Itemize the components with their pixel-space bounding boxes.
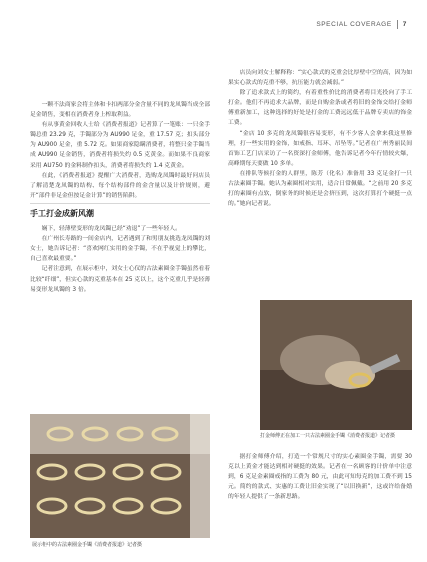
paragraph: “金店 10 多克的龙凤镯很容易变形，有不少客人会拿来我这里修理，打一些实用的金饰，如戒指、耳环、吊坠等。”记者在广州秀丽民间首饰工艺门店采访了一名资深打金师傅，他告诉记者今年行情较火爆，高峰期每天要做 10 多单。 [228, 130, 412, 167]
paragraph: 一颗不法商家会将主体和卡扣两部分金含量不同的龙凤镯当成全部足金销售，变相在消费者身上榨取利益。 [30, 102, 210, 119]
paragraph: 据打金师傅介绍，打造一个常规尺寸的实心素圈金手镯，需要 30 克以上黄金才能达到相对硬挺的效果。记者在一名顾客的计价单中注意到，6 克足金素圈戒指的工费为 80 元，由此可知每克的加工费不到 15 元。简约的款式、实惠的工费让旧金实现了“以旧换新”，这或许给备婚的年轻人提供了一条新思路。 [228, 454, 412, 501]
paragraph: 娴下，轻薄壁变形的龙凤镯已经“劝退”了一些年轻人。 [41, 226, 181, 233]
page-header [316, 18, 407, 30]
paragraph: 店员向刘女士解释称：“实心款式的克重会比厚壁中空的高，因为如果实心款式的克重不够，抗压能力就会减弱。” [228, 70, 412, 87]
paragraph: 在此，《消费者报道》提醒广大消费者，选购龙凤镯时最好问店员了解清楚龙凤镯的结构、每个结构部件的金含量以及计价规则，避开“部件非足金但按足金计算”的销售陷阱。 [30, 172, 210, 199]
paragraph: 在广州长寿路的一间金店内，记者遇到了和男朋友挑选龙凤镯的刘女士，她告诉记者：“喜欢网红实用的金手镯，不在乎视觉上的攀比，自己喜欢最重要。” [30, 236, 210, 263]
photo-caption: 展示柜中的古法素圈金手镯《消费者报道》记者摄 [32, 542, 143, 548]
section-divider [30, 203, 210, 204]
photo-caption: 打金师傅正在加工一只古法素圈金手镯《消费者报道》记者摄 [260, 433, 396, 439]
header-divider [397, 20, 398, 29]
paragraph: 除了追求款式上的简约，有着重性价比的消费者将目光投向了手工打金。他们不再追求大品牌，而是自购金条或者将旧的金饰交给打金师傅重新加工，这种选择的好处是打金的工费远远低于品牌专卖店的饰金工费。 [228, 90, 412, 127]
paragraph: 有从事黄金回收人士给《消费者报道》记者算了一笔账：一只金手镯总重 23.29 克，手镯部分为 AU990 足金，重 17.57 克；扣头部分为 AU900 足金，重 5.72 克。如果商家隐瞒消费者，将整只金手镯当成 AU990 足金销售，消费者将损失约 0.5 克黄金。而如果不良商家采用 AU750 的金料制作扣头，消费者将损失约 1.4 克黄金。 [30, 122, 210, 169]
page-number: 7 [402, 20, 407, 28]
section-subheading: 手工打金成新风潮 [30, 208, 94, 218]
left-column [30, 100, 210, 295]
paragraph: 记者注意到，在展示柜中，刘女士心仪的古法素圈金手镯虽然看着比较“纤细”，但实心款的克重基本在 25 克以上，这个克重几乎是轻薄易变形龙凤镯的 3 倍。 [30, 266, 210, 293]
goldsmith-illustration [260, 300, 412, 430]
right-column-bottom [228, 452, 412, 502]
display-case-illustration [30, 414, 210, 538]
paragraph: 在排队等候打金的人群里，陈芳（化名）准备用 33 克足金打一只古法素圈手镯。她认为素圈相对实用，适合日常佩戴。“之前用 20 多克打的素圈有点软，倒家务的时候还是会挤压到，这次打算打个硬挺一点的。”她向记者说。 [228, 170, 412, 208]
goldsmith-working-photo [260, 300, 412, 430]
section-title: SPECIAL COVERAGE [316, 20, 392, 28]
right-column [228, 68, 412, 209]
bracelet-display-photo [30, 414, 210, 538]
